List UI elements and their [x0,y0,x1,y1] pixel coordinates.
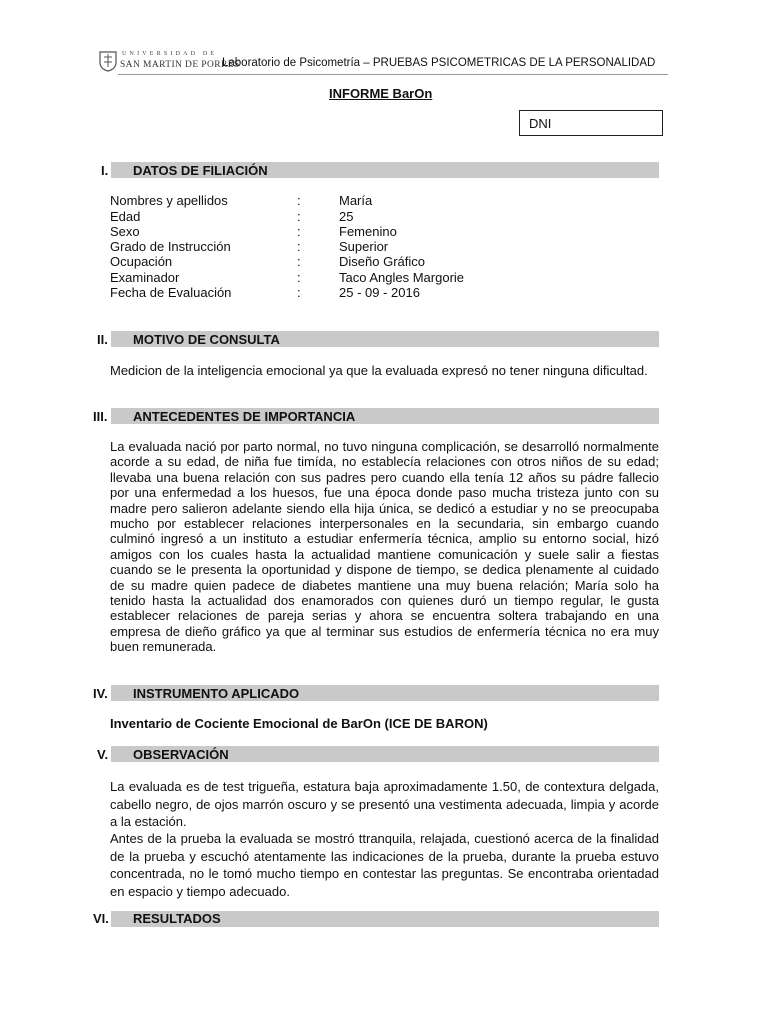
report-title: INFORME BarOn [329,86,433,101]
logo-bottom-text: SAN MARTIN DE PORRES [120,60,240,70]
info-colon: : [297,254,301,269]
info-value: Diseño Gráfico [339,254,425,269]
info-value: Femenino [339,224,397,239]
info-value: 25 [339,209,354,224]
dni-field: DNI [519,110,663,136]
section-title-motivo: MOTIVO DE CONSULTA [133,332,280,347]
motivo-paragraph: Medicion de la inteligencia emocional ya que la evaluada expresó no tener ninguna dificultad. [110,363,648,378]
info-row-grado [110,239,670,254]
info-colon: : [297,224,301,239]
info-label: Examinador [110,270,180,285]
university-logo [98,48,240,74]
logo-top-text: UNIVERSIDAD DE [122,51,218,57]
header-title: Laboratorio de Psicometría – PRUEBAS PSICOMETRICAS DE LA PERSONALIDAD [222,57,656,69]
info-value: 25 - 09 - 2016 [339,285,420,300]
info-colon: : [297,209,301,224]
info-label: Nombres y apellidos [110,193,228,208]
section-title-resultados: RESULTADOS [133,911,221,926]
info-label: Grado de Instrucción [110,239,231,254]
info-row-nombres [110,193,670,208]
section-number-6: VI. [93,911,109,926]
section-number-3: III. [93,409,108,424]
info-row-examinador [110,270,670,285]
section-title-observacion: OBSERVACIÓN [133,747,229,762]
info-row-sexo [110,224,670,239]
antecedentes-paragraph: La evaluada nació por parto normal, no tuvo ninguna complicación, se desarrolló normalmente acorde a su edad, de niña fue timída, no establecía relaciones con otros niños de su edad; llevaba una buena relación con sus padres pero cuando ella tenía 12 años su pádre fallecio por una enfermedad a los huesos, fue una época donde paso mucha tristeza junto con su madre pero salieron adelante siendo ella hija única, se dedicó a estudiar y no se preocupaba mucho por establecer relaciones interpersonales en la secundaria, sin embargo cuando culminó ingresó a un instituto a estudiar enfermería técnica, amplio su entorno social, hizó amigos con los cuales hasta la actualidad mantiene comunicación y suele salir a fiestas cuando se le presenta la oportunidad y dispone de tiempo, se dedica plenamente al cuidado de su madre quien padece de diabetes mantiene una muy buena relación; María solo ha tenido hasta la actualidad dos enamorados con quienes duró un tiempo regular, le gusta establecer relaciones de pareja serias y ahora se encuentra soltera trabajando en una empresa de dieño gráfico ya que al terminar sus estudios de enfermería técnica no era muy buen remunerada. [110,439,659,655]
info-label: Fecha de Evaluación [110,285,232,300]
info-row-ocupacion [110,254,670,269]
section-number-1: I. [101,163,109,178]
section-number-2: II. [97,332,108,347]
section-number-4: IV. [93,686,108,701]
info-row-edad [110,209,670,224]
section-title-instrumento: INSTRUMENTO APLICADO [133,686,300,701]
info-row-fecha [110,285,670,300]
info-value: Taco Angles Margorie [339,270,465,285]
page-header [98,48,668,76]
info-colon: : [297,239,301,254]
observacion-paragraph-1: La evaluada es de test trigueña, estatura baja aproximadamente 1.50, de contextura delgada, cabello negro, de ojos marrón oscuro y se presentó una vestimenta adecuada, limpia y acorde a la estación. [110,779,659,830]
info-colon: : [297,193,301,208]
instrument-name: Inventario de Cociente Emocional de BarOn (ICE DE BARON) [110,716,488,731]
university-seal-icon [98,50,118,72]
info-label: Ocupación [110,254,173,269]
section-number-5: V. [97,747,109,762]
info-label: Sexo [110,224,140,239]
info-colon: : [297,285,301,300]
header-divider [118,74,668,75]
section-title-antecedentes: ANTECEDENTES DE IMPORTANCIA [133,409,356,424]
info-value: María [339,193,373,208]
info-colon: : [297,270,301,285]
observacion-paragraph-2: Antes de la prueba la evaluada se mostró ttranquila, relajada, cuestionó acerca de la finalidad de la prueba y escuchó atentamente las indicaciones de la prueba, durante la prueba estuvo concentrada, no le tomó mucho tiempo en contestar las preguntas. Se encontraba orientadad en espacio y tiempo adecuado. [110,831,659,899]
info-value: Superior [339,239,389,254]
section-title-datos: DATOS DE FILIACIÓN [133,163,268,178]
info-label: Edad [110,209,141,224]
